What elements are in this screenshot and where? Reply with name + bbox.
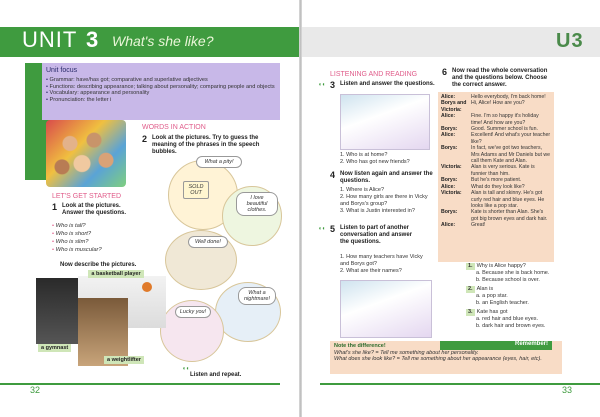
- task-4-questions: [340, 187, 435, 215]
- question-item: 1. Who is at home?: [340, 152, 388, 158]
- speech-text: Great!: [471, 222, 486, 229]
- listening-reading-heading: LISTENING AND READING: [330, 71, 418, 78]
- task-6-number: 6: [442, 67, 448, 77]
- task-1-number: 1: [52, 202, 58, 212]
- speaker-name: Alice:: [441, 222, 456, 229]
- audio-icon: ◖◖: [182, 366, 190, 372]
- dialogue-line: [441, 209, 551, 222]
- lets-get-started-heading: LET'S GET STARTED: [52, 193, 122, 200]
- question-item: 2. Who has got new friends?: [340, 159, 410, 165]
- task-3-number: 3: [330, 80, 336, 90]
- speaker-name: Borys:: [441, 177, 458, 184]
- task-5-number: 5: [330, 224, 336, 234]
- illustration-classroom: [340, 280, 432, 338]
- mc-question: [466, 309, 558, 330]
- mc-number: 1.: [468, 263, 473, 269]
- focus-item: • Grammar: have/has got; comparative and superlative adjectives: [46, 77, 280, 84]
- note-title: Note the difference!: [334, 343, 386, 349]
- mc-question: [466, 286, 558, 307]
- weightlifter-label: a weightlifter: [104, 356, 144, 364]
- speech-text: Hello everybody, I'm back home!: [471, 94, 546, 100]
- dialogue-line: [441, 132, 551, 145]
- mc-prompt: Alan is: [476, 286, 494, 292]
- focus-item: • Vocabulary: appearance and personality: [46, 90, 280, 97]
- speech-text: Good. Summer school is fun.: [471, 126, 538, 133]
- speaker-name: Alice:: [441, 94, 456, 100]
- speaker-name: Victoria:: [441, 190, 462, 197]
- unit-focus-heading: Unit focus: [46, 67, 78, 74]
- task-4-instruction: Now listen again and answer the questions.: [340, 171, 433, 184]
- gymnast-label: a gymnast: [38, 344, 71, 352]
- question-item: 2. What are their names?: [340, 268, 402, 274]
- group-photo: [46, 120, 126, 187]
- speech-bubble: Lucky you!: [175, 306, 211, 318]
- words-in-action-heading: WORDS IN ACTION: [142, 124, 206, 131]
- speaker-name: Alice:: [441, 183, 456, 190]
- mc-question-text: [466, 309, 558, 316]
- dialogue-line: [441, 222, 551, 228]
- unit-tab-label: U3: [556, 30, 584, 52]
- speech-text: Alan is tall and skinny. He's got curly red hair and blue eyes. He looks like a pop star.: [471, 190, 545, 209]
- speech-text: But he's more patient.: [471, 177, 522, 184]
- page-title: What's she like?: [112, 33, 214, 49]
- mc-number: 2.: [468, 286, 473, 292]
- audio-icon: ◖◖: [318, 226, 326, 232]
- speech-bubble: I love beautiful clothes.: [236, 192, 278, 216]
- unit-number: 3: [86, 27, 99, 52]
- listen-repeat-instruction: Listen and repeat.: [190, 372, 242, 378]
- gymnast-photo: [36, 278, 82, 344]
- audio-icon: ◖◖: [318, 82, 326, 88]
- task-1-instruction: Look at the pictures. Answer the questions.: [62, 203, 127, 216]
- speech-text: Kate is shorter than Alan. She's got big brown eyes and dark hair.: [471, 209, 548, 222]
- speaker-name: Borys:: [441, 145, 458, 152]
- page-number-left: 32: [30, 385, 41, 395]
- speaker-name: Borys:: [441, 126, 458, 133]
- dialogue-line: [441, 145, 551, 164]
- task-6-instruction: Now read the whole conversation and the questions below. Choose the correct answer.: [452, 68, 548, 88]
- unit-focus-list: [46, 77, 280, 103]
- questions-list: [52, 222, 102, 254]
- question-item: 3. What is Justin interested in?: [340, 208, 415, 214]
- sign-sold-out: SOLD OUT: [183, 181, 209, 199]
- footer-line: [320, 383, 600, 385]
- dialogue-box: [438, 92, 554, 262]
- dialogue-line: [441, 100, 551, 113]
- mc-prompt: Why is Alice happy?: [476, 263, 526, 269]
- mc-option[interactable]: a. a pop star.: [476, 293, 508, 299]
- dialogue-line: [441, 113, 551, 126]
- mc-question-text: [466, 263, 558, 270]
- speech-text: In fact, we've got two teachers, Mrs Adams and Mr Daniels but we call them Kate and Alan.: [471, 145, 550, 165]
- basketball-icon: [142, 282, 152, 292]
- note-line: What does she look like? = Tell me something about her appearance (eyes, hair, etc).: [334, 356, 542, 363]
- question-item: 2. How many girls are there in Vicky and Borys's group?: [340, 194, 428, 207]
- task-2-instruction: Look at the pictures. Try to guess the meaning of the phrases in the speech bubbles.: [152, 135, 260, 155]
- question-item: 1. How many teachers have Vicky and Borys got?: [340, 254, 423, 267]
- mc-option[interactable]: a. red hair and blue eyes.: [476, 316, 539, 322]
- task-5-instruction: Listen to part of another conversation and answer the questions.: [340, 225, 413, 245]
- task-4-number: 4: [330, 170, 336, 180]
- unit-label: UNIT: [22, 27, 78, 52]
- task-5-questions: [340, 254, 430, 275]
- speaker-name: Borys and Victoria:: [441, 100, 467, 113]
- task-3-instruction: Listen and answer the questions.: [340, 81, 435, 87]
- question-item: 1. Where is Alice?: [340, 187, 385, 193]
- speaker-name: Borys:: [441, 209, 458, 216]
- task-3-questions: [340, 152, 410, 166]
- question-item: • Who is muscular?: [52, 247, 102, 253]
- illustration-family: [340, 94, 430, 150]
- speech-text: Alan is very serious. Kate is funnier than him.: [471, 164, 535, 177]
- mc-prompt: Kate has got: [476, 309, 508, 315]
- dialogue-line: [441, 190, 551, 209]
- speech-text: Hi, Alice! How are you?: [471, 100, 525, 107]
- note-line: What's she like? = Tell me something about her personality.: [334, 349, 479, 356]
- task-2-number: 2: [142, 134, 148, 144]
- speech-text: Fine. I'm so happy it's holiday time! And how are you?: [471, 113, 539, 126]
- speaker-name: Victoria:: [441, 164, 462, 171]
- mc-number: 3.: [468, 309, 473, 315]
- dialogue-line: [441, 164, 551, 177]
- speech-text: Excellent! And what's your teacher like?: [471, 132, 551, 145]
- speech-bubble: What a nightmare!: [238, 287, 276, 305]
- mc-option[interactable]: b. dark hair and brown eyes.: [476, 323, 546, 329]
- mc-option[interactable]: b. an English teacher.: [476, 300, 529, 306]
- speech-bubble: What a pity!: [196, 156, 242, 168]
- unit-focus-box: [42, 63, 280, 120]
- footer-line: [0, 383, 280, 385]
- multiple-choice-list: [466, 263, 558, 332]
- speaker-name: Alice:: [441, 132, 456, 139]
- focus-item: • Pronunciation: the letter i: [46, 97, 280, 104]
- describe-instruction: Now describe the pictures.: [60, 262, 137, 268]
- basketball-label: a basketball player: [88, 270, 144, 278]
- remember-banner: Remember!: [440, 341, 552, 350]
- page-number-right: 33: [562, 385, 573, 395]
- mc-question: [466, 263, 558, 284]
- question-item: • Who is tall?: [52, 223, 86, 229]
- speech-text: What do they look like?: [471, 183, 525, 190]
- question-item: • Who is slim?: [52, 239, 89, 245]
- speaker-name: Alice:: [441, 113, 456, 120]
- mc-option[interactable]: b. Because school is over.: [476, 277, 540, 283]
- mc-option[interactable]: a. Because she is back home.: [476, 270, 550, 276]
- speech-bubble: Well done!: [188, 236, 228, 248]
- book-spine: [299, 0, 302, 417]
- focus-item: • Functions: describing appearance; talking about personality; comparing people and objects: [46, 84, 280, 91]
- mc-question-text: [466, 286, 558, 293]
- question-item: • Who is short?: [52, 231, 92, 237]
